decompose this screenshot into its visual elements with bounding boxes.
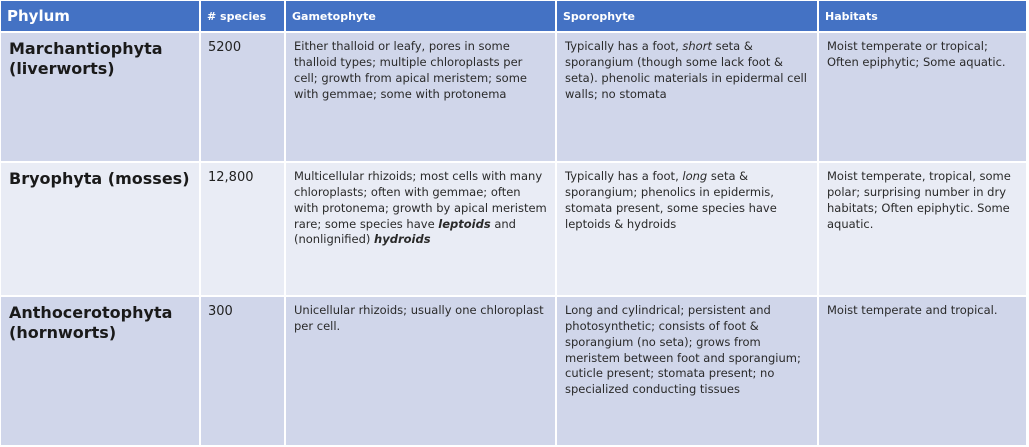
sporophyte-text: Typically has a foot, xyxy=(565,169,683,183)
table-header-row xyxy=(1,1,1027,32)
gametophyte-cell xyxy=(285,162,556,296)
emphasis-term: hydroids xyxy=(374,232,431,247)
header-gametophyte: Gametophyte xyxy=(285,1,556,32)
habitats-cell: Moist temperate, tropical, some polar; surprising number in dry habitats; Often epiphytic. Some aquatic. xyxy=(818,162,1027,296)
sporophyte-text: Typically has a foot, xyxy=(565,39,683,53)
species-count-cell: 5200 xyxy=(200,32,285,162)
emphasis-term: leptoids xyxy=(438,216,491,231)
header-sporophyte: Sporophyte xyxy=(556,1,818,32)
table-row xyxy=(1,296,1027,446)
sporophyte-cell xyxy=(556,162,818,296)
species-count-cell: 12,800 xyxy=(200,162,285,296)
gametophyte-cell: Unicellular rhizoids; usually one chloroplast per cell. xyxy=(285,296,556,446)
emphasis-term: short xyxy=(682,39,712,53)
header-species: # species xyxy=(200,1,285,32)
gametophyte-text: and (nonlignified) xyxy=(294,216,516,247)
sporophyte-text: seta & sporangium; phenolics in epidermis, stomata present, some species have leptoids & hydroids xyxy=(565,169,777,231)
phyla-comparison-table xyxy=(1,1,1028,447)
phylum-cell: Marchantiophyta (liverworts) xyxy=(1,32,200,162)
gametophyte-text: Multicellular rhizoids; most cells with many chloroplasts; often with gemmae; often with protonema; growth by apical meristem rare; some species have xyxy=(294,169,547,231)
habitats-cell: Moist temperate or tropical; Often epiphytic; Some aquatic. xyxy=(818,32,1027,162)
emphasis-term: long xyxy=(682,169,708,183)
habitats-cell: Moist temperate and tropical. xyxy=(818,296,1027,446)
phylum-cell: Bryophyta (mosses) xyxy=(1,162,200,296)
species-count-cell: 300 xyxy=(200,296,285,446)
gametophyte-cell: Either thalloid or leafy, pores in some thalloid types; multiple chloroplasts per cell; growth from apical meristem; some with gemmae; some with protonema xyxy=(285,32,556,162)
sporophyte-text: seta & sporangium (though some lack foot & seta). phenolic materials in epidermal cell walls; no stomata xyxy=(565,39,807,101)
phylum-cell: Anthocerotophyta (hornworts) xyxy=(1,296,200,446)
table-row xyxy=(1,162,1027,296)
table-row xyxy=(1,32,1027,162)
header-phylum: Phylum xyxy=(1,1,200,32)
header-habitats: Habitats xyxy=(818,1,1027,32)
sporophyte-cell xyxy=(556,32,818,162)
sporophyte-cell: Long and cylindrical; persistent and photosynthetic; consists of foot & sporangium (no seta); grows from meristem between foot and sporangium; cuticle present; stomata present; no specialized conducting tissues xyxy=(556,296,818,446)
